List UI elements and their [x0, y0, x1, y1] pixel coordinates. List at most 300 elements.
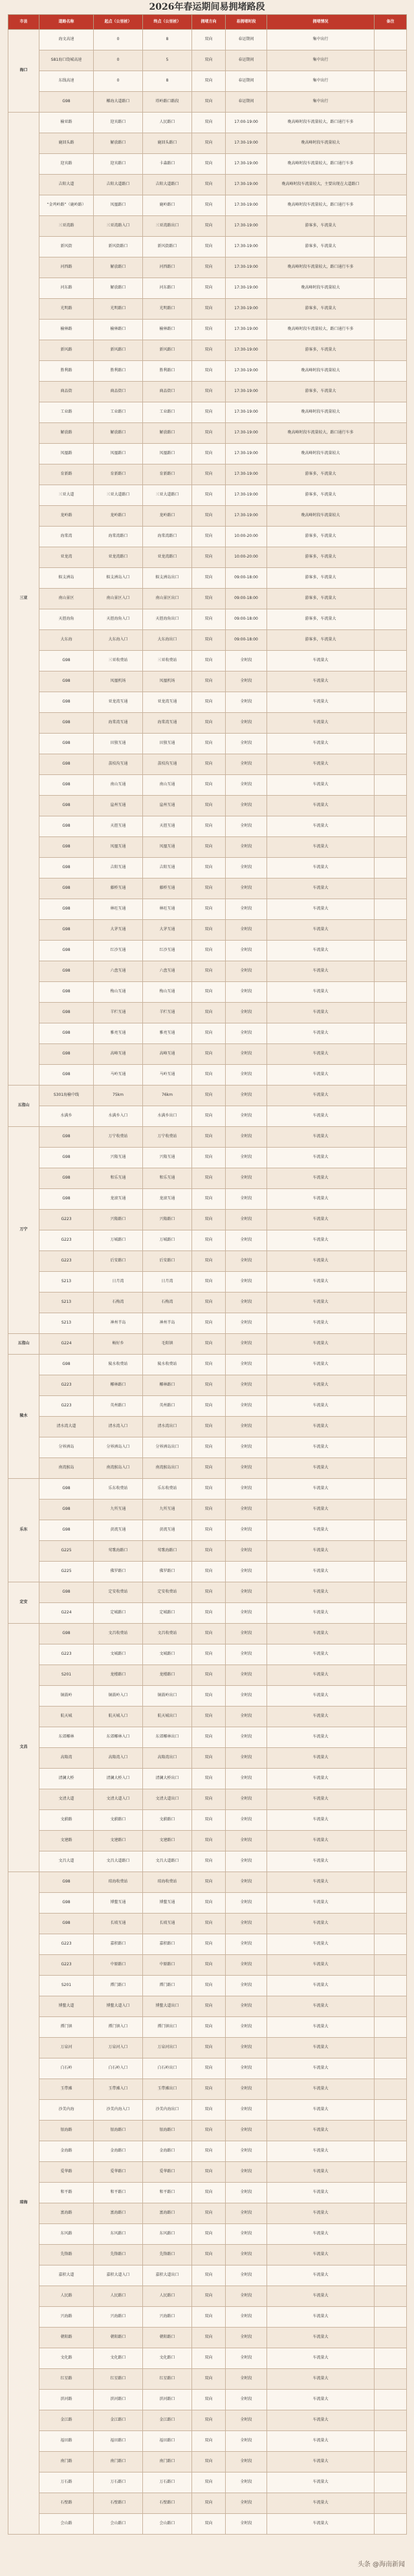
note-cell	[375, 1458, 407, 1479]
congestion-table	[8, 14, 407, 2535]
table-row	[8, 216, 407, 237]
note-cell	[375, 1375, 407, 1396]
period-cell: 全时段	[226, 1541, 267, 1562]
table-row	[8, 1148, 407, 1168]
start-cell: 后安路口	[94, 1251, 143, 1272]
period-cell: 全时段	[226, 1582, 267, 1603]
road-cell: G98	[39, 899, 94, 920]
direction-cell: 双向	[192, 2472, 226, 2493]
start-cell: 博鳌大道入口	[94, 1996, 143, 2017]
end-cell: 万石路口	[143, 2472, 192, 2493]
note-cell	[375, 1168, 407, 1189]
start-cell: 亚龙湾互通	[94, 692, 143, 713]
road-cell: G98	[39, 775, 94, 796]
period-cell: 全时段	[226, 2514, 267, 2535]
note-cell	[375, 2452, 407, 2472]
end-cell: 光明路口	[143, 299, 192, 320]
start-cell: 中原路口	[94, 1955, 143, 1976]
direction-cell: 双向	[192, 423, 226, 444]
situation-cell: 车流量大	[267, 2245, 375, 2265]
situation-cell: 车流量大	[267, 1934, 375, 1955]
situation-cell: 晚高峰时段车流量较大，路口通行车多	[267, 423, 375, 444]
situation-cell: 晚高峰时段车流量较大，路口通行车多	[267, 154, 375, 175]
end-cell: 榆林路口	[143, 320, 192, 340]
end-cell: 亚龙湾互通	[143, 692, 192, 713]
start-cell: 潭门镇入口	[94, 2017, 143, 2038]
direction-cell: 双向	[192, 1003, 226, 1023]
situation-cell: 集中出行	[267, 50, 375, 71]
road-cell: G223	[39, 1396, 94, 1417]
note-cell	[375, 1127, 407, 1148]
table-row	[8, 1520, 407, 1541]
situation-cell: 车流量大	[267, 2390, 375, 2410]
direction-cell: 双向	[192, 506, 226, 527]
note-cell	[375, 92, 407, 113]
period-cell: 全时段	[226, 2079, 267, 2100]
direction-cell: 双向	[192, 1955, 226, 1976]
header-period: 易拥堵时段	[226, 15, 267, 30]
road-cell: 万泉河	[39, 2038, 94, 2058]
road-cell: 和平路	[39, 2183, 94, 2203]
start-cell: 0	[94, 50, 143, 71]
direction-cell: 双向	[192, 568, 226, 589]
road-cell: G98	[39, 1500, 94, 1520]
note-cell	[375, 1603, 407, 1624]
start-cell: 商品街口	[94, 382, 143, 402]
note-cell	[375, 920, 407, 941]
end-cell: 商品街口	[143, 382, 192, 402]
start-cell: 会山路口	[94, 2514, 143, 2535]
direction-cell: 双向	[192, 2390, 226, 2410]
direction-cell: 双向	[192, 1272, 226, 1293]
road-cell: G98	[39, 1044, 94, 1065]
start-cell: 大茅互通	[94, 920, 143, 941]
road-cell: 南山景区	[39, 589, 94, 609]
note-cell	[375, 278, 407, 299]
note-cell	[375, 1065, 407, 1086]
direction-cell: 双向	[192, 2038, 226, 2058]
end-cell: 崖州互通	[143, 796, 192, 816]
period-cell: 全时段	[226, 2162, 267, 2183]
start-cell: 吉阳大道路口	[94, 175, 143, 195]
table-row	[8, 1127, 407, 1148]
end-cell: 兴海路口	[143, 2307, 192, 2328]
situation-cell: 车流量大	[267, 2514, 375, 2535]
table-row	[8, 1189, 407, 1210]
note-cell	[375, 382, 407, 402]
start-cell: 高峰互通	[94, 1044, 143, 1065]
direction-cell: 双向	[192, 1396, 226, 1417]
start-cell: 大东海入口	[94, 630, 143, 651]
end-cell: 河东路口	[143, 278, 192, 299]
start-cell: 陵水收费站	[94, 1355, 143, 1375]
direction-cell: 双向	[192, 2017, 226, 2038]
period-cell: 全时段	[226, 1106, 267, 1127]
situation-cell: 车流量大	[267, 1851, 375, 1872]
end-cell: 文蔚路口	[143, 1810, 192, 1831]
start-cell: 先锋路口	[94, 2245, 143, 2265]
road-cell: G98	[39, 982, 94, 1003]
table-row	[8, 2390, 407, 2410]
note-cell	[375, 1023, 407, 1044]
direction-cell: 双向	[192, 133, 226, 154]
period-cell: 全时段	[226, 2369, 267, 2390]
table-row	[8, 382, 407, 402]
note-cell	[375, 154, 407, 175]
start-cell: 乐东收费站	[94, 1479, 143, 1500]
start-cell: 银海路口	[94, 2121, 143, 2141]
table-row	[8, 1541, 407, 1562]
start-cell: 75km	[94, 1086, 143, 1106]
period-cell: 全时段	[226, 1479, 267, 1500]
note-cell	[375, 2100, 407, 2121]
note-cell	[375, 1707, 407, 1727]
end-cell: 铜鼓岭出口	[143, 1686, 192, 1707]
note-cell	[375, 2286, 407, 2307]
direction-cell: 双向	[192, 1023, 226, 1044]
end-cell: 解放路口	[143, 423, 192, 444]
table-row	[8, 1500, 407, 1520]
table-row	[8, 2514, 407, 2535]
table-row	[8, 837, 407, 858]
header-start: 起点（公里桩）	[94, 15, 143, 30]
table-row	[8, 1831, 407, 1851]
period-cell: 全时段	[226, 879, 267, 899]
road-cell: 鹿回头路	[39, 133, 94, 154]
table-row	[8, 1769, 407, 1789]
table-row	[8, 2286, 407, 2307]
table-row	[8, 92, 407, 113]
direction-cell: 双向	[192, 1893, 226, 1914]
road-cell: 解放路	[39, 423, 94, 444]
road-cell: 分界洲岛	[39, 1437, 94, 1458]
road-cell: G98	[39, 837, 94, 858]
note-cell	[375, 982, 407, 1003]
road-cell: 清水湾大道	[39, 1417, 94, 1437]
road-cell: 玉带滩	[39, 2079, 94, 2100]
road-cell: G98	[39, 1127, 94, 1148]
end-cell: 凤凰机场	[143, 671, 192, 692]
road-cell: 银海路	[39, 2121, 94, 2141]
direction-cell: 双向	[192, 2307, 226, 2328]
direction-cell: 双向	[192, 1562, 226, 1582]
direction-cell: 双向	[192, 216, 226, 237]
road-cell: 东郊椰林	[39, 1727, 94, 1748]
start-cell: 清澜大桥入口	[94, 1769, 143, 1789]
start-cell: 万宁收费站	[94, 1127, 143, 1148]
start-cell: 嘉积大道入口	[94, 2265, 143, 2286]
start-cell: 白石岭入口	[94, 2058, 143, 2079]
situation-cell: 晚高峰时段车流量较大，路口通行车多	[267, 320, 375, 340]
situation-cell: 车流量大	[267, 1230, 375, 1251]
table-row	[8, 257, 407, 278]
situation-cell: 车流量大	[267, 1686, 375, 1707]
direction-cell: 双向	[192, 2203, 226, 2224]
note-cell	[375, 485, 407, 506]
period-cell: 全时段	[226, 1168, 267, 1189]
direction-cell: 双向	[192, 2452, 226, 2472]
start-cell: 清水湾入口	[94, 1417, 143, 1437]
road-cell: 会山路	[39, 2514, 94, 2535]
road-cell: 河西路	[39, 257, 94, 278]
direction-cell: 双向	[192, 2224, 226, 2245]
direction-cell: 双向	[192, 2369, 226, 2390]
table-row	[8, 1168, 407, 1189]
note-cell	[375, 1313, 407, 1334]
situation-cell: 集中出行	[267, 71, 375, 92]
start-cell: 嘉积路口	[94, 1934, 143, 1955]
period-cell: 17:00-19:00	[226, 113, 267, 133]
period-cell: 全时段	[226, 1417, 267, 1437]
city-cell: 海口	[8, 30, 39, 113]
note-cell	[375, 71, 407, 92]
situation-cell: 车流量大	[267, 1272, 375, 1293]
note-cell	[375, 2183, 407, 2203]
situation-cell: 车流量大	[267, 1996, 375, 2017]
period-cell: 全时段	[226, 1293, 267, 1313]
direction-cell: 双向	[192, 734, 226, 754]
table-row	[8, 1686, 407, 1707]
direction-cell: 双向	[192, 899, 226, 920]
start-cell: 梅山互通	[94, 982, 143, 1003]
end-cell: 六盘互通	[143, 961, 192, 982]
table-row	[8, 1707, 407, 1727]
direction-cell: 双向	[192, 1044, 226, 1065]
start-cell: 潭门路口	[94, 1976, 143, 1996]
note-cell	[375, 2203, 407, 2224]
road-cell: G223	[39, 1251, 94, 1272]
table-row	[8, 1727, 407, 1748]
direction-cell: 双向	[192, 1458, 226, 1479]
table-row	[8, 2162, 407, 2183]
start-cell: 文清大道入口	[94, 1789, 143, 1810]
situation-cell: 游客多，车流量大	[267, 609, 375, 630]
direction-cell: 双向	[192, 671, 226, 692]
direction-cell: 双向	[192, 941, 226, 961]
road-cell: 博鳌大道	[39, 1996, 94, 2017]
start-cell: 石梅湾	[94, 1293, 143, 1313]
end-cell: 分界洲岛出口	[143, 1437, 192, 1458]
road-cell: 海文高速	[39, 30, 94, 50]
situation-cell: 车流量大	[267, 1520, 375, 1541]
table-row	[8, 1458, 407, 1479]
end-cell: 鹿岭路口	[143, 195, 192, 216]
direction-cell: 双向	[192, 982, 226, 1003]
table-row	[8, 423, 407, 444]
period-cell: 全时段	[226, 1189, 267, 1210]
situation-cell: 晚高峰时段车流量较大	[267, 506, 375, 527]
table-row	[8, 113, 407, 133]
period-cell: 全时段	[226, 2493, 267, 2514]
situation-cell: 游客多，车流量大	[267, 630, 375, 651]
road-cell: G223	[39, 1210, 94, 1230]
direction-cell: 双向	[192, 1127, 226, 1148]
road-cell: 潭门镇	[39, 2017, 94, 2038]
road-cell: 亚龙湾	[39, 547, 94, 568]
period-cell: 全时段	[226, 2017, 267, 2038]
period-cell: 全时段	[226, 1934, 267, 1955]
period-cell: 09:00-18:00	[226, 568, 267, 589]
period-cell: 全时段	[226, 1996, 267, 2017]
period-cell: 全时段	[226, 1520, 267, 1541]
start-cell: 海棠湾路口	[94, 527, 143, 547]
note-cell	[375, 1230, 407, 1251]
road-cell: G98	[39, 796, 94, 816]
note-cell	[375, 216, 407, 237]
start-cell: 凤凰路口	[94, 444, 143, 464]
period-cell: 全时段	[226, 2100, 267, 2121]
road-cell: 航天城	[39, 1707, 94, 1727]
situation-cell: 车流量大	[267, 2203, 375, 2224]
end-cell: 卡森路口	[143, 154, 192, 175]
note-cell	[375, 444, 407, 464]
end-cell: 人民路口	[143, 113, 192, 133]
start-cell: 定安收费站	[94, 1582, 143, 1603]
table-row	[8, 2369, 407, 2390]
direction-cell: 双向	[192, 320, 226, 340]
direction-cell: 双向	[192, 547, 226, 568]
direction-cell: 双向	[192, 2100, 226, 2121]
direction-cell: 双向	[192, 299, 226, 320]
end-cell: 大东海出口	[143, 630, 192, 651]
end-cell: 银海路口	[143, 2121, 192, 2141]
table-row	[8, 340, 407, 361]
start-cell: 蜈支洲岛入口	[94, 568, 143, 589]
period-cell: 10:00-20:00	[226, 547, 267, 568]
note-cell	[375, 2058, 407, 2079]
road-cell: 沙美内海	[39, 2100, 94, 2121]
situation-cell: 车流量大	[267, 1914, 375, 1934]
period-cell: 17:30-19:00	[226, 237, 267, 257]
note-cell	[375, 1417, 407, 1437]
road-cell: 龙岭路	[39, 506, 94, 527]
start-cell: 佛罗路口	[94, 1562, 143, 1582]
table-row	[8, 1624, 407, 1644]
watermark-footer: 头条 @海南新闻	[357, 2560, 405, 2568]
direction-cell: 双向	[192, 1727, 226, 1748]
end-cell: 定安收费站	[143, 1582, 192, 1603]
situation-cell: 车流量大	[267, 1313, 375, 1334]
period-cell: 17:30-19:00	[226, 257, 267, 278]
end-cell: 龙楼路口	[143, 1665, 192, 1686]
road-cell: 清澜大桥	[39, 1769, 94, 1789]
period-cell: 全时段	[226, 1127, 267, 1148]
start-cell: 兴海路口	[94, 2307, 143, 2328]
table-row	[8, 2224, 407, 2245]
road-cell: G98	[39, 713, 94, 734]
direction-cell: 双向	[192, 361, 226, 382]
situation-cell: 车流量大	[267, 1665, 375, 1686]
city-cell: 万宁	[8, 1127, 39, 1334]
road-cell: 榆林路	[39, 320, 94, 340]
start-cell: 水满乡入口	[94, 1106, 143, 1127]
note-cell	[375, 1189, 407, 1210]
direction-cell: 双向	[192, 1582, 226, 1603]
note-cell	[375, 1727, 407, 1748]
start-cell: 田独互通	[94, 734, 143, 754]
period-cell: 全时段	[226, 775, 267, 796]
end-cell: 龙滚互通	[143, 1189, 192, 1210]
start-cell: 九所互通	[94, 1500, 143, 1520]
start-cell: 光明路口	[94, 299, 143, 320]
table-row	[8, 299, 407, 320]
start-cell: 文建路口	[94, 1831, 143, 1851]
situation-cell: 车流量大	[267, 1479, 375, 1500]
direction-cell: 双向	[192, 1500, 226, 1520]
start-cell: 三亚湾路入口	[94, 216, 143, 237]
direction-cell: 双向	[192, 1065, 226, 1086]
note-cell	[375, 1086, 407, 1106]
end-cell: 佛罗路口	[143, 1562, 192, 1582]
situation-cell: 晚高峰时段车流量较大	[267, 133, 375, 154]
situation-cell: 游客多，车流量大	[267, 589, 375, 609]
end-cell: 九所互通	[143, 1500, 192, 1520]
period-cell: 全时段	[226, 1230, 267, 1251]
end-cell: 莺歌海路口	[143, 1541, 192, 1562]
end-cell: 8	[143, 30, 192, 50]
table-row	[8, 2265, 407, 2286]
road-cell: 文昌大道	[39, 1851, 94, 1872]
end-cell: 南山互通	[143, 775, 192, 796]
situation-cell: 集中出行	[267, 92, 375, 113]
header-end: 终点（公里桩）	[143, 15, 192, 30]
road-cell: G98	[39, 92, 94, 113]
end-cell: 乐东收费站	[143, 1479, 192, 1500]
road-cell: G98	[39, 1893, 94, 1914]
period-cell: 全时段	[226, 2265, 267, 2286]
direction-cell: 双向	[192, 278, 226, 299]
header-city: 市县	[8, 15, 39, 30]
situation-cell: 晚高峰时段车流量较大，路口通行车多	[267, 195, 375, 216]
note-cell	[375, 2472, 407, 2493]
period-cell: 17:30-19:00	[226, 278, 267, 299]
period-cell: 全时段	[226, 1810, 267, 1831]
note-cell	[375, 568, 407, 589]
situation-cell: 车流量大	[267, 2100, 375, 2121]
end-cell: 东风路口	[143, 2224, 192, 2245]
situation-cell: 车流量大	[267, 1603, 375, 1624]
end-cell: 文化路口	[143, 2348, 192, 2369]
note-cell	[375, 464, 407, 485]
period-cell: 全时段	[226, 1769, 267, 1789]
note-cell	[375, 1872, 407, 1893]
situation-cell: 车流量大	[267, 1541, 375, 1562]
road-cell: 文清大道	[39, 1789, 94, 1810]
city-cell: 文昌	[8, 1624, 39, 1872]
situation-cell: 车流量大	[267, 837, 375, 858]
period-cell: 全时段	[226, 1914, 267, 1934]
end-cell: 文城路口	[143, 1644, 192, 1665]
road-cell: S301海榆中线	[39, 1086, 94, 1106]
situation-cell: 车流量大	[267, 920, 375, 941]
situation-cell: 车流量大	[267, 2452, 375, 2472]
period-cell: 全时段	[226, 1976, 267, 1996]
period-cell: 17:30-19:00	[226, 320, 267, 340]
start-cell: 畅好乡	[94, 1334, 143, 1355]
header-note: 备注	[375, 15, 407, 30]
note-cell	[375, 1148, 407, 1168]
table-row	[8, 1230, 407, 1251]
table-row	[8, 1872, 407, 1893]
road-cell: S201	[39, 1976, 94, 1996]
start-cell: 文昌大道路口	[94, 1851, 143, 1872]
road-cell: G98	[39, 754, 94, 775]
road-cell: 工业路	[39, 402, 94, 423]
note-cell	[375, 1562, 407, 1582]
situation-cell: 车流量大	[267, 1810, 375, 1831]
situation-cell: 车流量大	[267, 2141, 375, 2162]
start-cell: 南山景区入口	[94, 589, 143, 609]
